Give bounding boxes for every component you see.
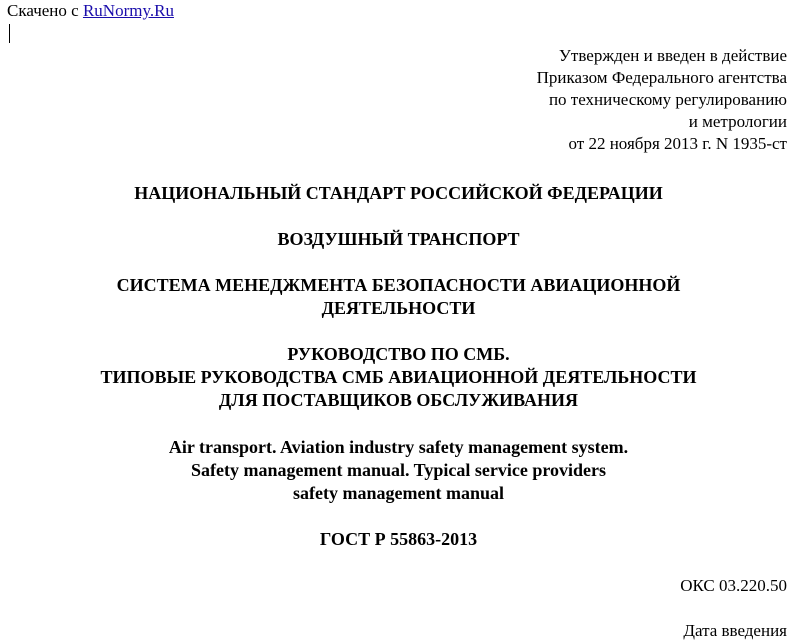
approval-line: и метрологии: [688, 112, 787, 131]
english-title-line: Safety management manual. Typical service providers: [191, 460, 606, 480]
approval-block: [537, 45, 787, 155]
approval-line: Приказом Федерального агентства: [536, 68, 787, 87]
sms-title-line: СИСТЕМА МЕНЕДЖМЕНТА БЕЗОПАСНОСТИ АВИАЦИОННОЙ: [116, 275, 681, 295]
english-title-line: safety management manual: [293, 483, 504, 503]
approval-line: Утвержден и введен в действие: [558, 46, 787, 65]
downloaded-from-text: Скачено с: [7, 1, 79, 20]
manual-title-line: ТИПОВЫЕ РУКОВОДСТВА СМБ АВИАЦИОННОЙ ДЕЯТЕЛЬНОСТИ: [100, 367, 697, 387]
approval-line: по техническому регулированию: [548, 90, 787, 109]
sms-title-line: ДЕЯТЕЛЬНОСТИ: [321, 298, 476, 318]
download-source-line: [7, 1, 174, 21]
okc-code: ОКС 03.220.50: [680, 576, 787, 595]
air-transport-title: ВОЗДУШНЫЙ ТРАНСПОРТ: [277, 229, 520, 249]
manual-title-line: ДЛЯ ПОСТАВЩИКОВ ОБСЛУЖИВАНИЯ: [218, 390, 579, 410]
introduction-date-label: Дата введения: [683, 621, 787, 640]
gost-heading: [0, 528, 790, 551]
english-title-line: Air transport. Aviation industry safety management system.: [168, 437, 629, 457]
manual-title-line: РУКОВОДСТВО ПО СМБ.: [287, 344, 510, 364]
runormy-link[interactable]: RuNormy.Ru: [82, 1, 174, 20]
air-transport-heading: [0, 228, 790, 251]
english-title: [0, 436, 790, 505]
gost-number: ГОСТ Р 55863-2013: [319, 529, 478, 549]
approval-line: от 22 ноября 2013 г. N 1935-ст: [568, 134, 787, 153]
sms-heading: [0, 274, 790, 320]
text-cursor: [9, 24, 10, 43]
national-standard-heading: [0, 182, 790, 205]
manual-heading: [0, 343, 790, 412]
national-standard-title: НАЦИОНАЛЬНЫЙ СТАНДАРТ РОССИЙСКОЙ ФЕДЕРАЦИИ: [134, 183, 663, 203]
